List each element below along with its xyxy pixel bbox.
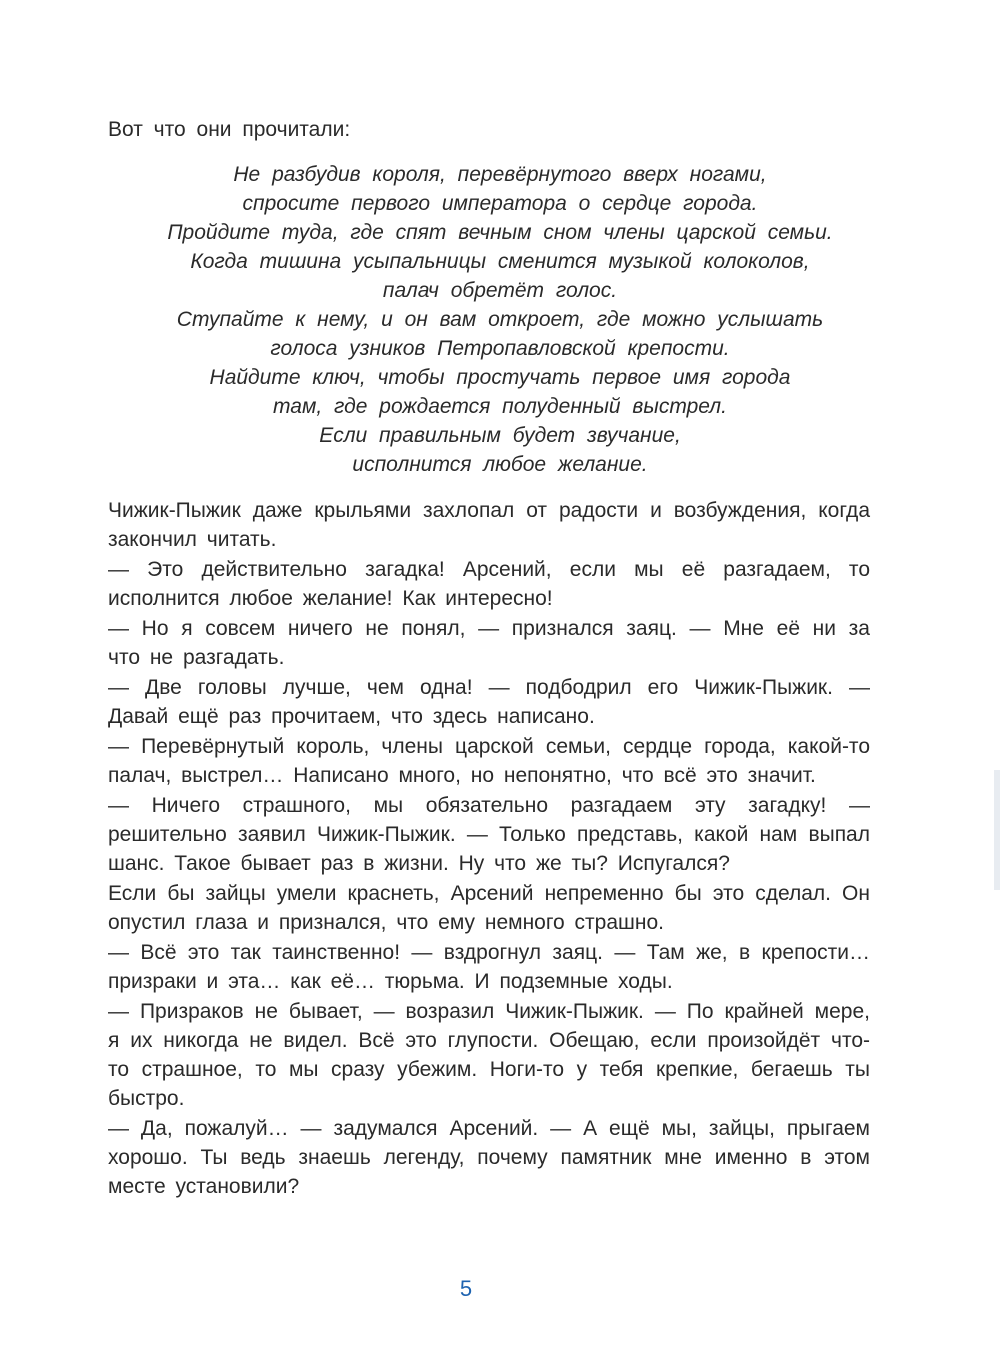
paragraph: — Ничего страшного, мы обязательно разгадаем эту загадку! — решительно заявил Чижик-Пыжик. — Только представь, какой нам выпал шанс. Такое бывает раз в жизни. Ну что же ты? Испугался? [108, 794, 870, 875]
poem-line: палач обретёт голос. [382, 279, 618, 302]
poem-line: там, где рождается полуденный выстрел. [273, 395, 727, 418]
poem-line: спросите первого императора о сердце города. [242, 192, 758, 215]
paragraph: — Но я совсем ничего не понял, — признался заяц. — Мне её ни за что не разгадать. [108, 617, 870, 669]
paragraph: — Это действительно загадка! Арсений, если мы её разгадаем, то исполнится любое желание! Как интересно! [108, 558, 870, 610]
poem-line: Ступайте к нему, и он вам откроет, где можно услышать [176, 308, 824, 331]
story-text [108, 496, 870, 1202]
poem-line: исполнится любое желание. [352, 453, 648, 476]
poem-line: Найдите ключ, чтобы простучать первое имя города [209, 366, 791, 389]
intro-line: Вот что они прочитали: [108, 118, 351, 141]
page-edge-shadow [994, 770, 1000, 890]
poem-line: Не разбудив короля, перевёрнутого вверх ногами, [233, 163, 767, 186]
poem-line: голоса узников Петропавловской крепости. [270, 337, 730, 360]
paragraph: — Всё это так таинственно! — вздрогнул заяц. — Там же, в крепости… призраки и эта… как её… тюрьма. И подземные ходы. [108, 941, 870, 993]
paragraph: Если бы зайцы умели краснеть, Арсений непременно бы это сделал. Он опустил глаза и признался, что ему немного страшно. [108, 882, 870, 934]
paragraph: — Да, пожалуй… — задумался Арсений. — А ещё мы, зайцы, прыгаем хорошо. Ты ведь знаешь легенду, почему памятник мне именно в этом месте установили? [108, 1117, 870, 1198]
paragraph: — Призраков не бывает, — возразил Чижик-Пыжик. — По крайней мере, я их никогда не видел. Всё это глупости. Обещаю, если произойдёт что-то страшное, то мы сразу убежим. Ноги-то у тебя крепкие, бегаешь ты быстро. [108, 1000, 870, 1110]
poem-line: Когда тишина усыпальницы сменится музыкой колоколов, [190, 250, 810, 273]
paragraph: — Перевёрнутый король, члены царской семьи, сердце города, какой-то палач, выстрел… Написано много, но непонятно, что всё это значит. [108, 735, 870, 787]
page-number: 5 [459, 1276, 473, 1301]
poem-line: Пройдите туда, где спят вечным сном члены царской семьи. [167, 221, 833, 244]
paragraph: Чижик-Пыжик даже крыльями захлопал от радости и возбуждения, когда закончил читать. [108, 499, 870, 551]
riddle-poem [60, 160, 940, 479]
poem-line: Если правильным будет звучание, [319, 424, 681, 447]
paragraph: — Две головы лучше, чем одна! — подбодрил его Чижик-Пыжик. — Давай ещё раз прочитаем, что здесь написано. [108, 676, 870, 728]
